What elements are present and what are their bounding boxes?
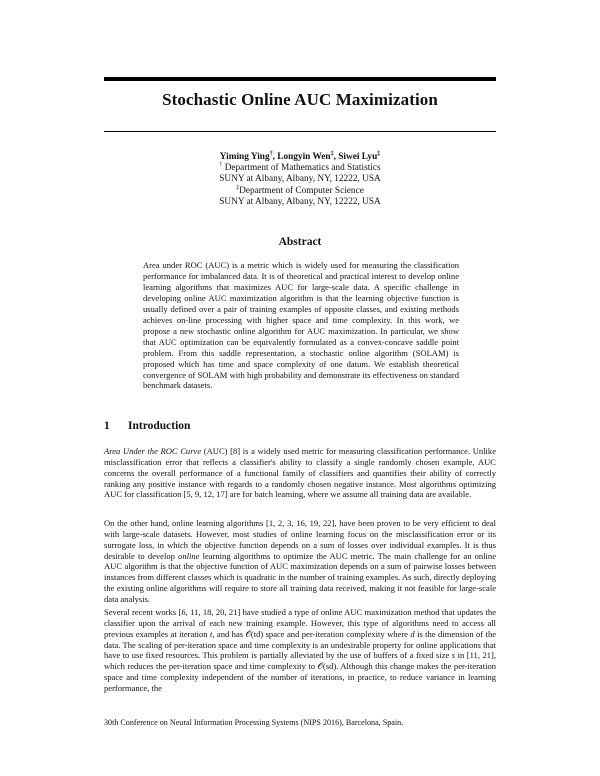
paragraph-2-text: learning algorithms to optimize the AUC metric. The main challenge for an online AUC algorithm is that the objective function of AUC maximization depends on a sum of pairwise losses between instances from different classes which is quadratic in the number of training examples. As such, directly deploying the existing online algorithms will require to store all training data received, making it not feasible for large-scale data analysis. bbox=[104, 550, 496, 604]
author-separator: , bbox=[333, 152, 339, 162]
title-bottom-rule bbox=[104, 131, 496, 132]
affiliation-2-address: SUNY at Albany, Albany, NY, 12222, USA bbox=[219, 196, 381, 207]
affiliation-dept-text: Department of Mathematics and Statistics bbox=[224, 163, 381, 174]
author-mark: ‡ bbox=[330, 151, 334, 157]
paragraph-3-text: is the dimension of the data. The scaling of per-iteration space and time complexity is an undesirable property for online applications that have to use fixed resources. This problem is partially alleviated by the use of buffers of a fixed size bbox=[104, 628, 497, 661]
author-mark: ‡ bbox=[377, 151, 381, 157]
affiliation-mark: † bbox=[219, 162, 223, 169]
affiliation-1-dept bbox=[104, 163, 496, 174]
author-name: Siwei Lyu bbox=[338, 152, 378, 162]
math-var: s bbox=[451, 650, 456, 661]
math-var: t bbox=[210, 628, 213, 639]
author-names bbox=[104, 152, 496, 163]
paragraph-1-text: (AUC) [8] is a widely used metric for measuring classification performance. Unlike misclassification error that reflects a classifier's ability to classify a single randomly chosen example, AUC concerns the overall performance of a functional family of classifiers and quantifies their ability of correctly ranking any positive instance with regards to a randomly chosen negative instance. Most algorithms optimizing AUC for classification [5, 9, 12, 17] are for batch learning, where we assume all training data are available. bbox=[104, 446, 496, 500]
math-complexity: 𝒪(sd) bbox=[317, 661, 337, 672]
math-complexity: 𝒪(td) bbox=[245, 628, 264, 639]
affiliation-1-address: SUNY at Albany, Albany, NY, 12222, USA bbox=[219, 174, 381, 185]
paragraph-2 bbox=[104, 518, 496, 605]
paragraph-3-text: . Although this change makes the per-iteration space and time complexity independent of the number of iterations, in practice, to reduce variance in learning performance, the bbox=[104, 661, 497, 693]
conference-footnote: 30th Conference on Neural Information Processing Systems (NIPS 2016), Barcelona, Spain. bbox=[104, 718, 404, 727]
paragraph-3 bbox=[104, 607, 496, 694]
abstract-text: Area under ROC (AUC) is a metric which is widely used for measuring the classification performance for imbalanced data. It is of theoretical and practical interest to develop online learning algorithms that maximizes AUC for large-scale data. A specific challenge in developing online AUC maximization algorithm is that the learning objective function is usually defined over a pair of training examples of opposite classes, and existing methods achieves on-line processing with higher space and time complexity. In this work, we propose a new stochastic online algorithm for AUC maximization. In particular, we show that AUC optimization can be equivalently formulated as a convex-concave saddle point problem. From this saddle representation, a stochastic online algorithm (SOLAM) is proposed which has time and space complexity of one datum. We establish theoretical convergence of SOLAM with high probability and demonstrate its effectiveness on standard benchmark datasets. bbox=[143, 260, 459, 391]
author-mark: † bbox=[269, 151, 273, 157]
affiliation-dept-text: Department of Computer Science bbox=[239, 185, 364, 196]
paragraph-1-lead: Area Under the ROC Curve bbox=[104, 446, 202, 456]
title-top-rule bbox=[104, 77, 496, 81]
paragraph-3-text: in [11, 21], which reduces the per-iteration space and time complexity to bbox=[104, 650, 496, 672]
paragraph-3-text: Several recent works [6, 11, 18, 20, 21] have studied a type of online AUC maximization method that updates the classifier upon the arrival of each new training example. However, this type of algorithms need to access all previous examples at iteration bbox=[104, 607, 496, 639]
math-var: d bbox=[410, 628, 415, 639]
paragraph-3-text: space and per-iteration complexity where bbox=[263, 628, 411, 639]
paragraph-3-text: , and has bbox=[212, 628, 246, 639]
section-number: 1 bbox=[104, 420, 110, 432]
section-title: Introduction bbox=[128, 420, 191, 432]
author-separator: , bbox=[272, 152, 278, 162]
paragraph-1 bbox=[104, 446, 496, 500]
paper-title: Stochastic Online AUC Maximization bbox=[162, 90, 438, 109]
affiliation-2-dept bbox=[104, 186, 496, 197]
paragraph-2-text: On the other hand, online learning algorithms [1, 2, 3, 16, 19, 22], have been proven to be very efficient to deal with large-scale datasets. However, most studies of online learning focus on the misclassification error or its surrogate loss, in which the objective function depends on a sum of losses over individual examples. It is thus desirable to develop bbox=[104, 518, 496, 561]
section-heading-introduction bbox=[104, 420, 190, 432]
author-name: Longyin Wen bbox=[277, 152, 331, 162]
author-name: Yiming Ying bbox=[219, 152, 270, 162]
paragraph-2-emphasis: online bbox=[178, 550, 200, 561]
abstract-heading: Abstract bbox=[278, 236, 322, 248]
author-block bbox=[104, 152, 496, 208]
affiliation-mark: ‡ bbox=[236, 184, 240, 191]
